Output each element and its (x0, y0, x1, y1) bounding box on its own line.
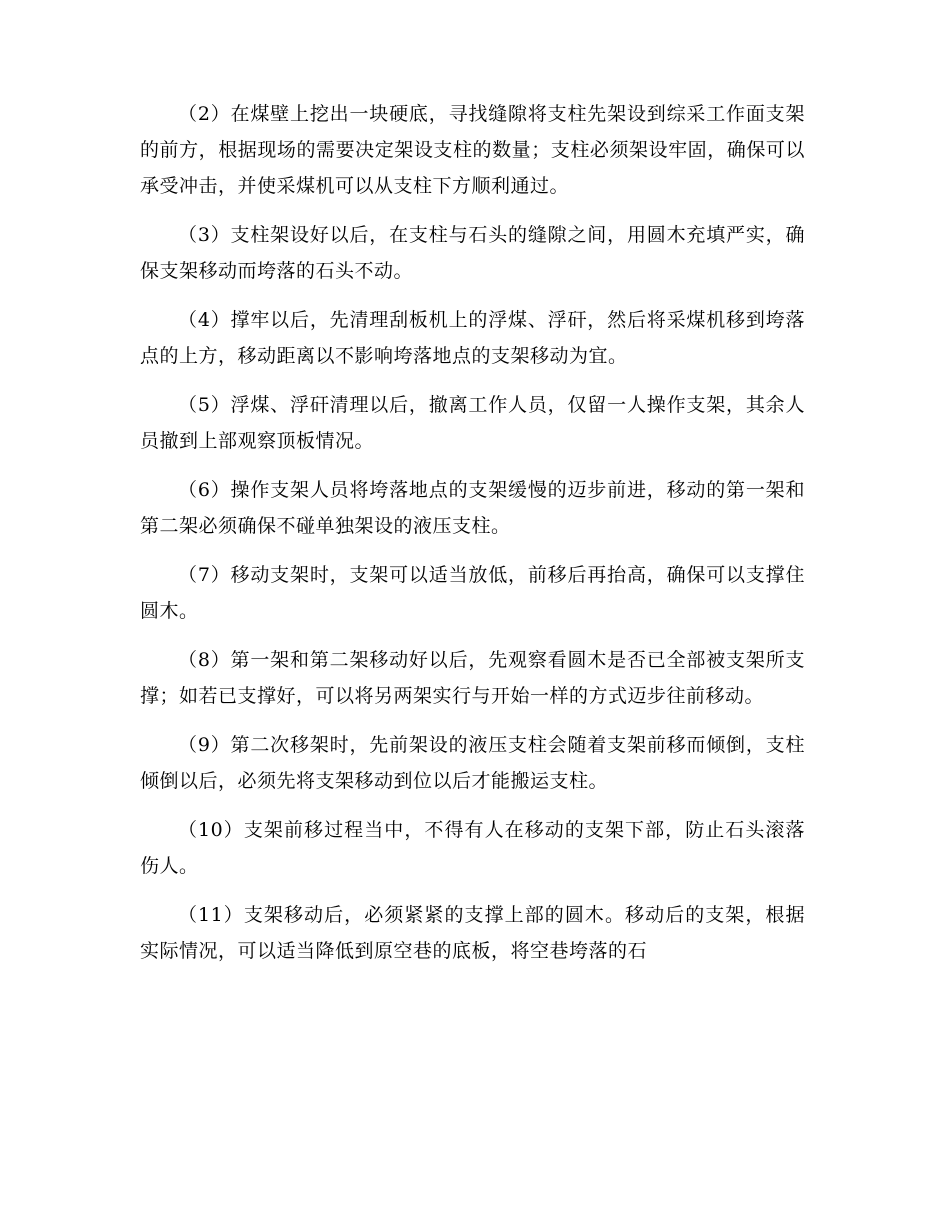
paragraph-9: （9）第二次移架时，先前架设的液压支柱会随着支架前移而倾倒，支柱倾倒以后，必须先将支架移动到位以后才能搬运支柱。 (140, 734, 805, 792)
paragraph-8: （8）第一架和第二架移动好以后，先观察看圆木是否已全部被支架所支撑；如若已支撑好，可以将另两架实行与开始一样的方式迈步往前移动。 (140, 649, 805, 707)
paragraph-11: （11）支架移动后，必须紧紧的支撑上部的圆木。移动后的支架，根据实际情况，可以适当降低到原空巷的底板，将空巷垮落的石 (140, 904, 805, 962)
paragraph-4: （4）撑牢以后，先清理刮板机上的浮煤、浮矸，然后将采煤机移到垮落点的上方，移动距离以不影响垮落地点的支架移动为宜。 (140, 309, 805, 367)
paragraph-10: （10）支架前移过程当中，不得有人在移动的支架下部，防止石头滚落伤人。 (140, 819, 805, 877)
document-page (140, 96, 805, 982)
paragraph-3: （3）支柱架设好以后，在支柱与石头的缝隙之间，用圆木充填严实，确保支架移动而垮落的石头不动。 (140, 224, 805, 282)
paragraph-7: （7）移动支架时，支架可以适当放低，前移后再抬高，确保可以支撑住圆木。 (140, 564, 805, 622)
paragraph-5: （5）浮煤、浮矸清理以后，撤离工作人员，仅留一人操作支架，其余人员撤到上部观察顶板情况。 (140, 394, 805, 452)
paragraph-6: （6）操作支架人员将垮落地点的支架缓慢的迈步前进，移动的第一架和第二架必须确保不碰单独架设的液压支柱。 (140, 479, 805, 537)
paragraph-2: （2）在煤壁上挖出一块硬底，寻找缝隙将支柱先架设到综采工作面支架的前方，根据现场的需要决定架设支柱的数量；支柱必须架设牢固，确保可以承受冲击，并使采煤机可以从支柱下方顺利通过。 (140, 103, 805, 197)
